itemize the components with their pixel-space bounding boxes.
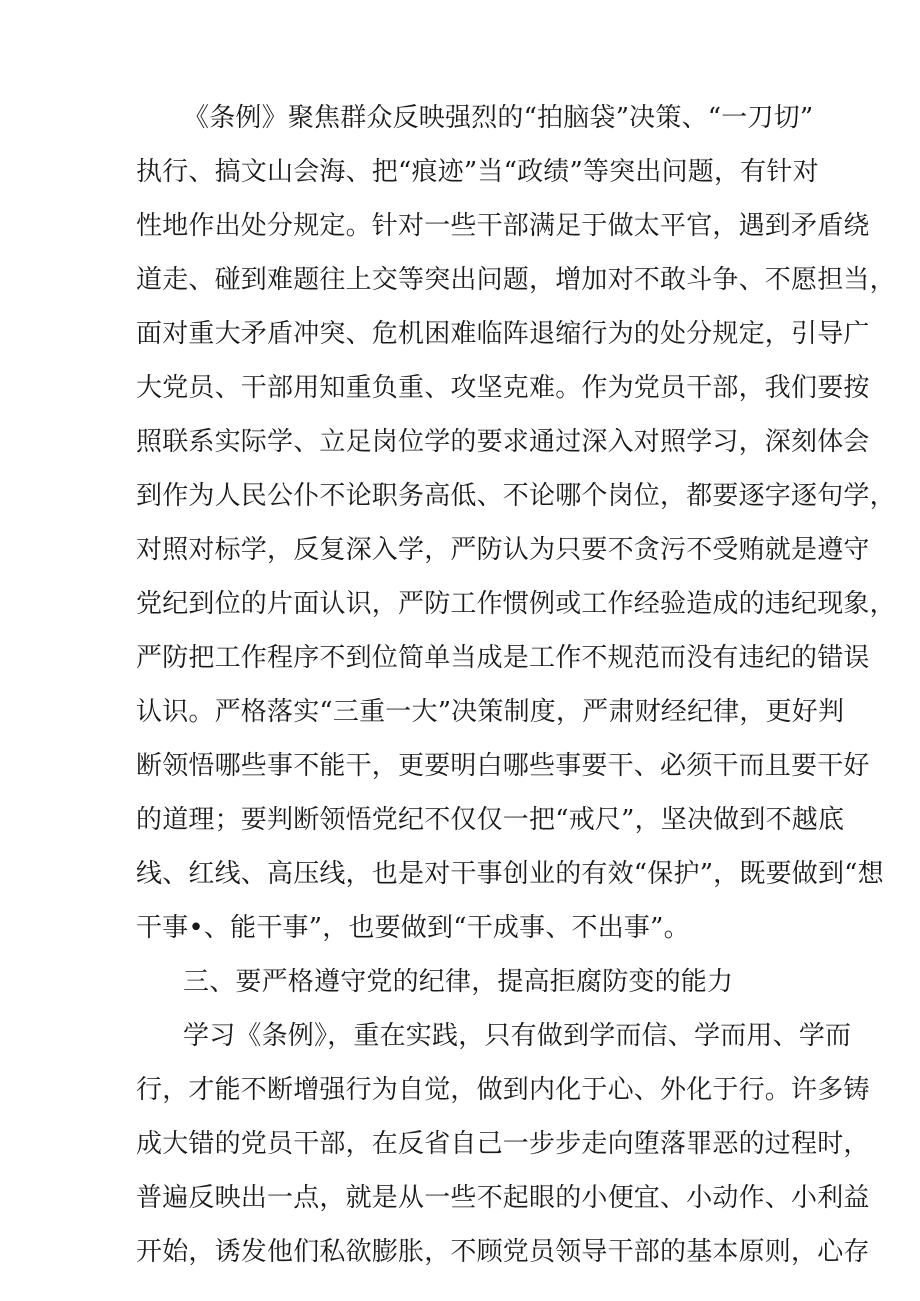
text-line: 到作为人民公仆不论职务高低、不论哪个岗位，都要逐字逐句学， [136,481,896,511]
text-line: 行，才能不断增强行为自觉，做到内化于心、外化于行。许多铸 [136,1075,870,1105]
text-line: 照联系实际学、立足岗位学的要求通过深入对照学习，深刻体会 [136,427,870,457]
text-line: 普遍反映出一点，就是从一些不起眼的小便宜、小动作、小利益 [136,1183,870,1213]
text-line: 认识。严格落实“三重一大”决策制度，严肃财经纪律，更好判 [136,697,845,727]
section-heading: 三、要严格遵守党的纪律，提高拒腐防变的能力 [183,967,734,997]
text-line: 《条例》聚焦群众反映强烈的“拍脑袋”决策、“一刀切” [183,103,814,133]
text-line: 对照对标学，反复深入学，严防认为只要不贪污不受贿就是遵守 [136,535,870,565]
text-line: 干事•、能干事”，也要做到“干成事、不出事”。 [136,913,690,943]
text-line: 执行、搞文山会海、把“痕迹”当“政绩”等突出问题，有针对 [136,157,819,187]
text-line: 道走、碰到难题往上交等突出问题，增加对不敢斗争、不愿担当， [136,265,896,295]
text-line: 线、红线、高压线，也是对干事创业的有效“保护”，既要做到“想 [136,859,884,889]
text-line: 性地作出处分规定。针对一些干部满足于做太平官，遇到矛盾绕 [136,211,870,241]
text-line: 大党员、干部用知重负重、攻坚克难。作为党员干部，我们要按 [136,373,870,403]
text-line: 党纪到位的片面认识，严防工作惯例或工作经验造成的违纪现象， [136,589,896,619]
text-line: 严防把工作程序不到位简单当成是工作不规范而没有违纪的错误 [136,643,870,673]
text-line: 面对重大矛盾冲突、危机困难临阵退缩行为的处分规定，引导广 [136,319,870,349]
text-line: 的道理；要判断领悟党纪不仅仅一把“戒尺”，坚决做到不越底 [136,805,845,835]
text-line: 成大错的党员干部，在反省自己一步步走向堕落罪恶的过程时， [136,1129,870,1159]
text-line: 开始，诱发他们私欲膨胀，不顾党员领导干部的基本原则，心存 [136,1237,870,1267]
text-line: 学习《条例》，重在实践，只有做到学而信、学而用、学而 [183,1021,852,1051]
text-line: 断领悟哪些事不能干，更要明白哪些事要干、必须干而且要干好 [136,751,870,781]
